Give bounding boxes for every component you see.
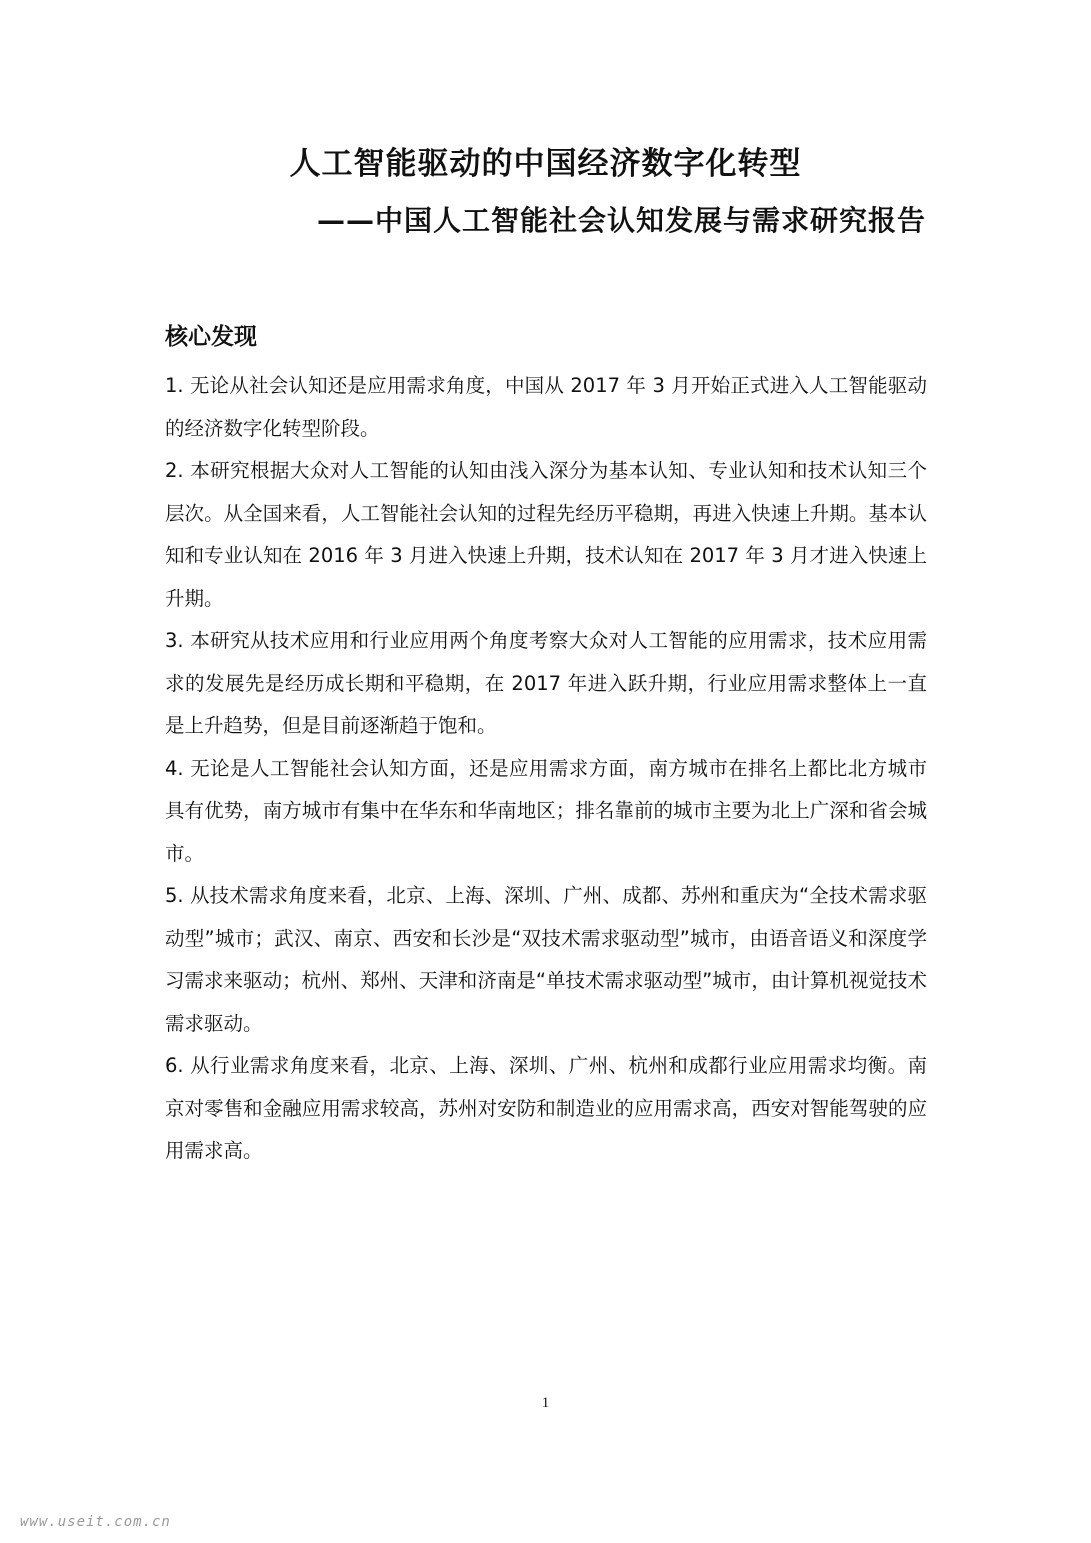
page-number: 1 (541, 1395, 550, 1411)
finding-item: 5. 从技术需求角度来看，北京、上海、深圳、广州、成都、苏州和重庆为“全技术需求驱动型”城市；武汉、南京、西安和长沙是“双技术需求驱动型”城市，由语音语义和深度学习需求来驱动；杭州、郑州、天津和济南是“单技术需求驱动型”城市，由计算机视觉技术需求驱动。 (165, 884, 927, 1035)
finding-item: 6. 从行业需求角度来看，北京、上海、深圳、广州、杭州和成都行业应用需求均衡。南京对零售和金融应用需求较高，苏州对安防和制造业的应用需求高，西安对智能驾驶的应用需求高。 (165, 1054, 927, 1162)
findings-list (165, 365, 927, 1173)
finding-item: 2. 本研究根据大众对人工智能的认知由浅入深分为基本认知、专业认知和技术认知三个层次。从全国来看，人工智能社会认知的过程先经历平稳期，再进入快速上升期。基本认知和专业认知在 2016 年 3 月进入快速上升期，技术认知在 2017 年 3 月才进入快速上升期。 (165, 459, 927, 610)
document-subtitle: ——中国人工智能社会认知发展与需求研究报告 (316, 204, 926, 237)
finding-item: 3. 本研究从技术应用和行业应用两个角度考察大众对人工智能的应用需求，技术应用需求的发展先是经历成长期和平稳期，在 2017 年进入跃升期，行业应用需求整体上一直是上升趋势，但是目前逐渐趋于饱和。 (165, 629, 927, 737)
document-title: 人工智能驱动的中国经济数字化转型 (289, 146, 802, 182)
section-heading: 核心发现 (165, 324, 257, 350)
finding-item: 4. 无论是人工智能社会认知方面，还是应用需求方面，南方城市在排名上都比北方城市具有优势，南方城市有集中在华东和华南地区；排名靠前的城市主要为北上广深和省会城市。 (165, 756, 927, 865)
finding-item: 1. 无论从社会认知还是应用需求角度，中国从 2017 年 3 月开始正式进入人工智能驱动的经济数字化转型阶段。 (165, 374, 927, 440)
watermark: www.useit.com.cn (20, 1514, 171, 1530)
